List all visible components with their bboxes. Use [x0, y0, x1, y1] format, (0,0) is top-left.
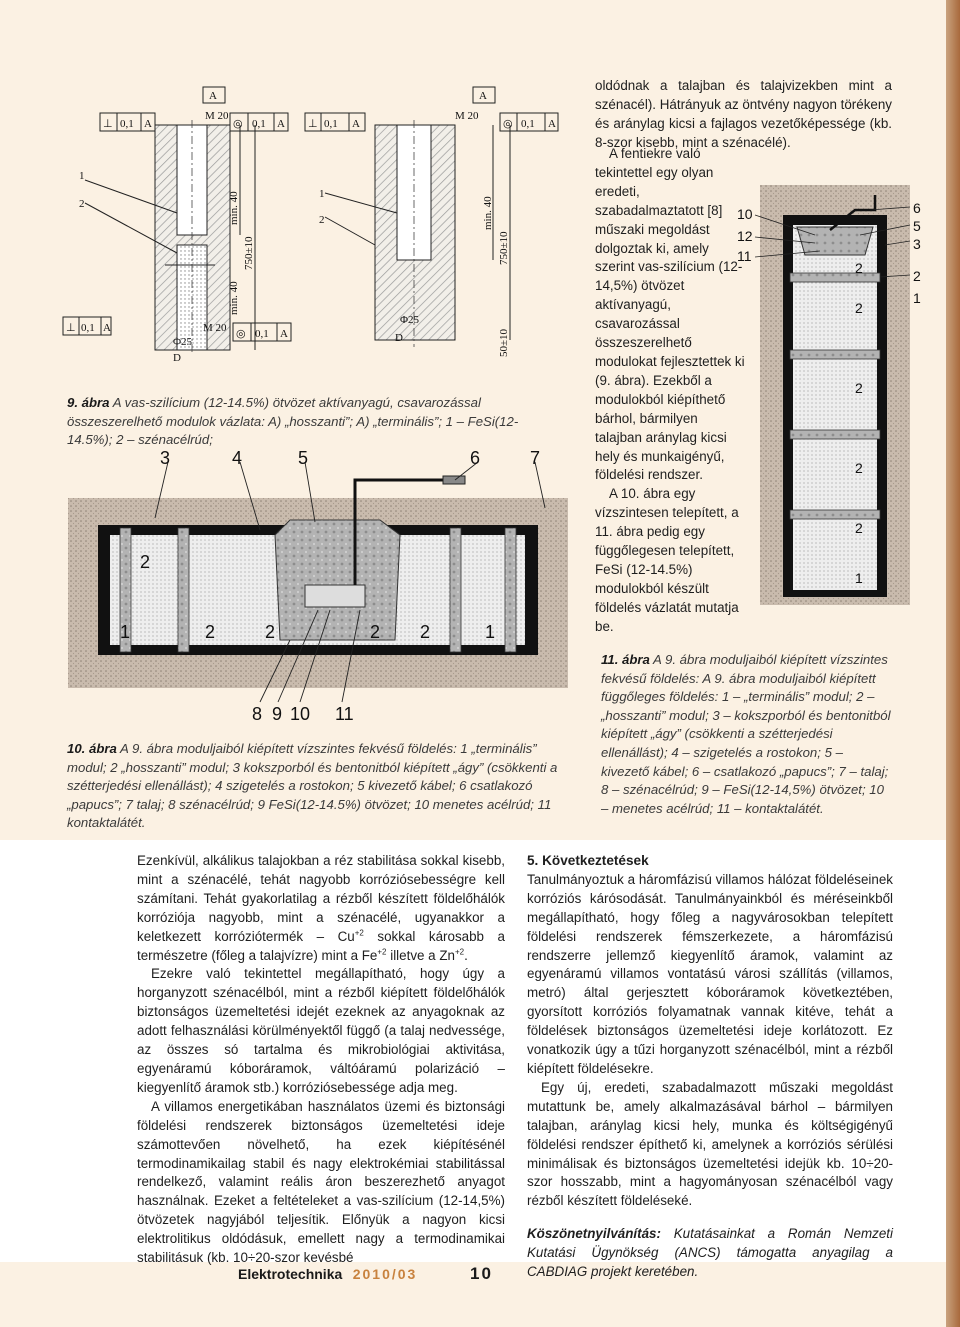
perp-symbol: ⊥: [103, 118, 113, 130]
lug: [443, 476, 465, 484]
svg-text:2: 2: [265, 622, 276, 642]
svg-text:8: 8: [252, 704, 263, 724]
paragraph-conclusions: Tanulmányoztuk a háromfázisú villamos hálózat földeléseinek korróziós kárósodását. Tanulmányainkból és méréseinkből megállapítható, hogy főleg a nagyvárosokban telepített földelési rendszerek fémszerkezete, a háromfázisú rendszerre jellemző kiegyenlítő áramok, valamint az egyenáramú villamos vontatású városi szállítás (villamos, metró) által gerjesztett kóboráramok következtében, gyorsított korróziós folyamatnak vannak kitéve, tehát a földelések biztonságos üzemeltetési ideje korlátozott. Ez vonatkozik úgy a tűzi horganyzott szénacélból, mint a rézből kiépített földelésekre.: [527, 871, 893, 1076]
terminal-module-block: [275, 520, 400, 640]
svg-text:2: 2: [370, 622, 381, 642]
section-heading-conclusions: 5. Következtetések: [527, 853, 649, 868]
svg-text:0,1: 0,1: [324, 118, 338, 130]
svg-text:D: D: [173, 352, 181, 364]
svg-text:12: 12: [737, 228, 753, 244]
svg-text:A: A: [209, 90, 217, 102]
page-number: 10: [470, 1264, 493, 1283]
svg-text:A: A: [277, 118, 285, 130]
svg-text:2: 2: [140, 552, 151, 572]
top-right-intro: oldódnak a talajban és talajvizekben mint a szénacél). Hátrányuk az öntvény nagyon törékeny és aránylag kicsi a fajlagos vezetőképessége (kb. 8-szor kisebb, mint a szénacélé).: [595, 78, 892, 150]
svg-text:2: 2: [855, 460, 863, 476]
figure-11-caption: 11. ábra A 9. ábra moduljaiból kiépített vízszintes fekvésű földelés: A 9. ábra moduljaiból kiépített függőleges földelés: 1 – „terminális” modul; 2 – „hosszanti” modul; 3 – kokszporból és bentonitból kiépített „ágy” (csökkenti a szétterjedési ellenállást); 4 – szigetelés a rostokon; 5 – kivezető kábel; 6 – csatlakozó „papucs”; 7 – talaj; 8 – szénacélrúd; 9 – FeSi(12-14,5%) ötvözet; 10 – menetes acélrúd; 11 – kontaktalátét.: [601, 652, 891, 816]
svg-text:1: 1: [319, 188, 325, 200]
svg-text:A: A: [352, 118, 360, 130]
paragraph-lifetime: Ezekre való tekintettel megállapítható, hogy úgy a horganyzott szénacélból, mint a rézből kiépített földelőhálók biztonságos üzemeltetési idejét ezeknek az anyagoknak az adott felhasználási körülményektől függő (a talaj nedvessége, az összes só tartalma és mikrobiológiai aktivitása, egyenáramú kóboráramok, váltóáramú polarizáció – kiegyenlítő áramok stb.) korróziósebessége adja meg.: [137, 966, 505, 1095]
svg-text:7: 7: [530, 450, 541, 468]
paragraph-new-solution: Egy új, eredeti, szabadalmazott műszaki megoldást mutattunk be, amely alkalmazásával bárhol – bármilyen talajban, aránylag kicsi hely, munka és költségigényű földelési rendszer építhető ki, amelynek a korróziós sérülési minimálisak és biztonságos üzemeltetési idejük kb. 10÷20-szor hosszabb, mint a hagyományosan szénacélból vagy rézből készített földeléseké.: [527, 1079, 893, 1209]
concentric-symbol: ◎: [236, 328, 246, 340]
svg-text:5: 5: [298, 450, 309, 468]
svg-text:5: 5: [913, 218, 921, 234]
figure-11-drawing: [735, 185, 935, 635]
svg-text:A: A: [479, 90, 487, 102]
svg-text:2: 2: [79, 198, 85, 210]
svg-text:750±10: 750±10: [498, 231, 510, 265]
journal-name: Elektrotechnika: [238, 1266, 343, 1282]
svg-text:50±10: 50±10: [498, 328, 510, 357]
svg-text:1: 1: [855, 570, 863, 586]
paragraph-copper: Ezenkívül, alkálikus talajokban a réz stabilitása sokkal kisebb, mint a szénacélé, tehát nagyobb korróziósebességre kell számítani. Tehát gyakorlatilag a rézből készített földelőhálók korróziója nagyobb, mint a szénacélé, ugyanakkor a keletkezett korróziótermék – $Cu^{+2}$ sokkal károsabb a természetre (főleg a talajvízre) mint a $Fe^{+2}$ illetve a $Zn^{+2}$.: [137, 853, 505, 963]
perp-symbol: ⊥: [308, 118, 318, 130]
svg-text:A: A: [144, 118, 152, 130]
concentric-symbol: ◎: [233, 118, 243, 130]
svg-text:0,1: 0,1: [252, 118, 266, 130]
svg-text:0,1: 0,1: [120, 118, 134, 130]
svg-text:10: 10: [290, 704, 311, 724]
svg-text:M 20: M 20: [205, 110, 229, 122]
svg-text:0,1: 0,1: [81, 322, 95, 334]
top-right-narrow-column: A fentiekre való tekintettel egy olyan eredeti, szabadalmaztatott [8] műszaki megoldást dolgoztak ki, amely szerint vas-szilícium (12-14,5%) ötvözet aktívanyagú, csavarozással összeszerelhető modulokat fejlesztettek ki (9. ábra). Ezekből a modulokból kiépíthető bárhol, bármilyen talajban aránylag kicsi hely és munkaigényű, földelési rendszer. A 10. ábra egy vízszintesen telepített, a 11. ábra pedig egy függőlegesen telepített, FeSi (12-14.5%) modulokból készült földelés vázlatát mutatja be.: [595, 146, 745, 634]
svg-text:750±10: 750±10: [243, 236, 255, 270]
figure-10-caption: 10. ábra A 9. ábra moduljaiból kiépített vízszintes fekvésű földelés: 1 „terminális” modul; 2 „hosszanti” modul; 3 kokszporból és bentonitból kiépített „ágy” (csökkenti a szétterjedési ellenállást); 4 szigetelés a rostokon; 5 kivezető kábel; 6 csatlakozó „papucs”; 7 talaj; 8 szénacélrúd; 9 FeSi(12-14.5%) ötvözet; 10 menetes acélrúd; 11 kontaktalátét.: [67, 741, 558, 831]
svg-text:2: 2: [319, 214, 325, 226]
footer: [238, 1266, 498, 1290]
svg-text:1: 1: [913, 290, 921, 306]
svg-text:min. 40: min. 40: [228, 191, 240, 225]
figure-9-drawing: [55, 85, 580, 370]
svg-text:6: 6: [913, 200, 921, 216]
svg-text:2: 2: [205, 622, 216, 642]
svg-text:3: 3: [913, 236, 921, 252]
figure-9-caption: 9. ábra A vas-szilícium (12-14.5%) ötvözet aktívanyagú, csavarozással összeszerelhető modulok vázlata: A) „hosszanti”; A) „terminális”; 1 – FeSi(12-14.5%); 2 – szénacélrúd;: [67, 395, 519, 448]
svg-text:2: 2: [855, 380, 863, 396]
svg-text:0,1: 0,1: [521, 118, 535, 130]
svg-text:2: 2: [855, 520, 863, 536]
svg-text:3: 3: [160, 450, 171, 468]
svg-text:A: A: [103, 322, 111, 334]
issue-year: 2010/03: [352, 1266, 418, 1282]
svg-text:11: 11: [335, 704, 354, 724]
concentric-symbol: ◎: [503, 118, 513, 130]
module-a-hosszanti: [155, 120, 230, 355]
paragraph-fesi: A villamos energetikában használatos üzemi és biztonsági földelési rendszerek biztonságos üzemeltetési ideje számottevően növelhető, ha ezek kiépítésénél termodinamikailag stabil és nagy elektrokémiai stabilitással rendelkező, valamint reális áron beszerezhető anyagot használnak. Ezeket a feltételeket a vas-szilícium (12-14,5%) ötvözetek nagyjából teljesítik. Előnyük a nagyon kicsi elektrolitikus oldódásuk, emellett nagy a termodinamikai stabilitásuk (kb. 10÷20-szor kevésbé: [137, 1098, 505, 1266]
svg-text:1: 1: [79, 170, 85, 182]
svg-text:D: D: [395, 332, 403, 344]
svg-text:0,1: 0,1: [255, 328, 269, 340]
svg-text:9: 9: [272, 704, 283, 724]
svg-text:11: 11: [737, 248, 752, 264]
figure-10-drawing: [60, 450, 580, 725]
svg-text:2: 2: [420, 622, 431, 642]
svg-text:2: 2: [913, 268, 921, 284]
acknowledgement: Köszönetnyilvánítás: Kutatásainkat a Román Nemzeti Kutatási Ügynökség (ANCS) támogatta anyagilag a CABDIAG projekt keretében.: [527, 1226, 893, 1280]
right-column-body: [527, 852, 893, 1282]
svg-text:1: 1: [485, 622, 496, 642]
svg-text:2: 2: [855, 300, 863, 316]
svg-text:Φ25: Φ25: [173, 336, 193, 348]
contact-stud: [305, 585, 365, 607]
svg-text:1: 1: [120, 622, 131, 642]
svg-text:2: 2: [855, 260, 863, 276]
page-edge-decoration: [946, 0, 960, 1327]
perp-symbol: ⊥: [66, 322, 76, 334]
svg-text:6: 6: [470, 450, 481, 468]
svg-text:4: 4: [232, 450, 243, 468]
svg-text:A: A: [548, 118, 556, 130]
svg-text:Φ25: Φ25: [400, 314, 420, 326]
svg-text:min. 40: min. 40: [482, 196, 494, 230]
svg-text:A: A: [280, 328, 288, 340]
svg-text:M 20: M 20: [455, 110, 479, 122]
svg-text:min. 40: min. 40: [228, 281, 240, 315]
module-b-terminalis: [375, 120, 455, 347]
svg-text:10: 10: [737, 206, 753, 222]
left-column-body: [137, 852, 505, 1268]
svg-text:M 20: M 20: [203, 322, 227, 334]
